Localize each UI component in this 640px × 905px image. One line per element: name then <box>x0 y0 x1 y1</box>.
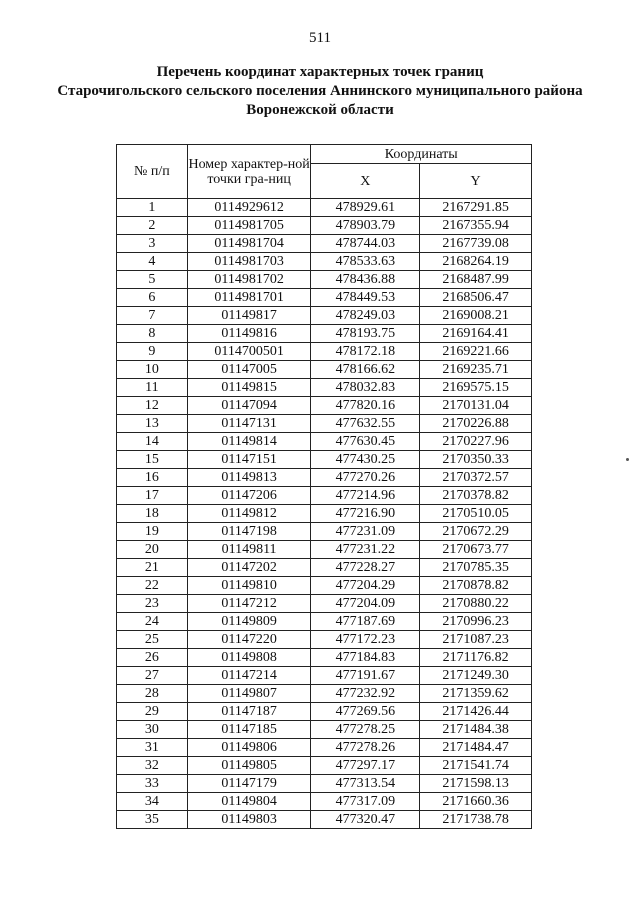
table-row <box>117 235 532 253</box>
cell-y: 2170878.82 <box>420 577 532 595</box>
cell-row-number: 33 <box>117 775 188 793</box>
cell-row-number: 22 <box>117 577 188 595</box>
cell-y: 2171738.78 <box>420 811 532 829</box>
cell-row-number: 26 <box>117 649 188 667</box>
cell-point-number: 01147212 <box>187 595 311 613</box>
cell-x: 478449.53 <box>311 289 420 307</box>
table-row <box>117 577 532 595</box>
title-line-3: Воронежской области <box>246 102 394 118</box>
cell-y: 2171484.47 <box>420 739 532 757</box>
cell-point-number: 0114981703 <box>187 253 311 271</box>
cell-y: 2169221.66 <box>420 343 532 361</box>
cell-y: 2171484.38 <box>420 721 532 739</box>
cell-row-number: 32 <box>117 757 188 775</box>
cell-row-number: 17 <box>117 487 188 505</box>
table-row <box>117 469 532 487</box>
cell-x: 477632.55 <box>311 415 420 433</box>
cell-y: 2169008.21 <box>420 307 532 325</box>
table-row <box>117 451 532 469</box>
cell-x: 477187.69 <box>311 613 420 631</box>
table-row <box>117 721 532 739</box>
cell-point-number: 01149812 <box>187 505 311 523</box>
cell-x: 477269.56 <box>311 703 420 721</box>
header-point-number: Номер характер-ной точки гра-ниц <box>187 145 311 199</box>
header-y: Y <box>420 164 532 199</box>
cell-row-number: 2 <box>117 217 188 235</box>
cell-point-number: 01147187 <box>187 703 311 721</box>
cell-point-number: 01147005 <box>187 361 311 379</box>
cell-row-number: 28 <box>117 685 188 703</box>
cell-x: 477317.09 <box>311 793 420 811</box>
cell-point-number: 01149808 <box>187 649 311 667</box>
cell-y: 2170226.88 <box>420 415 532 433</box>
title-line-2: Старочигольского сельского поселения Аннинского муниципального района <box>57 83 583 99</box>
cell-x: 478903.79 <box>311 217 420 235</box>
cell-point-number: 01147198 <box>187 523 311 541</box>
cell-y: 2167291.85 <box>420 199 532 217</box>
cell-point-number: 01149815 <box>187 379 311 397</box>
cell-y: 2170880.22 <box>420 595 532 613</box>
table-row <box>117 307 532 325</box>
scan-mark <box>626 458 629 461</box>
cell-point-number: 01149803 <box>187 811 311 829</box>
table-row <box>117 703 532 721</box>
table-row <box>117 613 532 631</box>
cell-point-number: 0114929612 <box>187 199 311 217</box>
table-row <box>117 757 532 775</box>
cell-row-number: 29 <box>117 703 188 721</box>
cell-y: 2171598.13 <box>420 775 532 793</box>
cell-row-number: 4 <box>117 253 188 271</box>
cell-x: 478166.62 <box>311 361 420 379</box>
cell-x: 478744.03 <box>311 235 420 253</box>
cell-y: 2170510.05 <box>420 505 532 523</box>
table-row <box>117 793 532 811</box>
cell-row-number: 25 <box>117 631 188 649</box>
table-row <box>117 523 532 541</box>
cell-row-number: 6 <box>117 289 188 307</box>
cell-point-number: 01149816 <box>187 325 311 343</box>
cell-y: 2171087.23 <box>420 631 532 649</box>
cell-x: 477231.09 <box>311 523 420 541</box>
table-row <box>117 541 532 559</box>
cell-row-number: 30 <box>117 721 188 739</box>
cell-row-number: 13 <box>117 415 188 433</box>
table-row <box>117 487 532 505</box>
cell-point-number: 01147131 <box>187 415 311 433</box>
cell-row-number: 10 <box>117 361 188 379</box>
cell-x: 477204.29 <box>311 577 420 595</box>
cell-y: 2170996.23 <box>420 613 532 631</box>
cell-point-number: 01147214 <box>187 667 311 685</box>
cell-point-number: 01147151 <box>187 451 311 469</box>
cell-point-number: 01147185 <box>187 721 311 739</box>
table-row <box>117 217 532 235</box>
cell-point-number: 01149810 <box>187 577 311 595</box>
table-row <box>117 199 532 217</box>
table-header <box>117 145 532 199</box>
cell-x: 478929.61 <box>311 199 420 217</box>
table-row <box>117 775 532 793</box>
cell-point-number: 0114981702 <box>187 271 311 289</box>
table-row <box>117 379 532 397</box>
cell-row-number: 31 <box>117 739 188 757</box>
cell-point-number: 01149811 <box>187 541 311 559</box>
cell-y: 2170227.96 <box>420 433 532 451</box>
cell-y: 2168264.19 <box>420 253 532 271</box>
cell-y: 2171176.82 <box>420 649 532 667</box>
table-row <box>117 397 532 415</box>
cell-row-number: 14 <box>117 433 188 451</box>
cell-x: 477172.23 <box>311 631 420 649</box>
cell-point-number: 01147206 <box>187 487 311 505</box>
cell-x: 477184.83 <box>311 649 420 667</box>
cell-point-number: 01147094 <box>187 397 311 415</box>
cell-point-number: 01149805 <box>187 757 311 775</box>
cell-point-number: 01149814 <box>187 433 311 451</box>
cell-point-number: 0114981701 <box>187 289 311 307</box>
cell-y: 2170673.77 <box>420 541 532 559</box>
table-body <box>117 199 532 829</box>
table-row <box>117 559 532 577</box>
cell-row-number: 19 <box>117 523 188 541</box>
cell-y: 2171249.30 <box>420 667 532 685</box>
cell-y: 2168487.99 <box>420 271 532 289</box>
cell-y: 2170372.57 <box>420 469 532 487</box>
cell-x: 477270.26 <box>311 469 420 487</box>
cell-x: 478032.83 <box>311 379 420 397</box>
table-row <box>117 595 532 613</box>
cell-row-number: 15 <box>117 451 188 469</box>
cell-y: 2171541.74 <box>420 757 532 775</box>
cell-x: 477278.25 <box>311 721 420 739</box>
cell-point-number: 01149817 <box>187 307 311 325</box>
cell-row-number: 27 <box>117 667 188 685</box>
cell-point-number: 0114981704 <box>187 235 311 253</box>
cell-point-number: 0114981705 <box>187 217 311 235</box>
document-title <box>20 63 620 120</box>
cell-row-number: 12 <box>117 397 188 415</box>
cell-y: 2171426.44 <box>420 703 532 721</box>
table-row <box>117 271 532 289</box>
cell-row-number: 20 <box>117 541 188 559</box>
table-row <box>117 505 532 523</box>
cell-y: 2171359.62 <box>420 685 532 703</box>
cell-row-number: 23 <box>117 595 188 613</box>
cell-x: 477820.16 <box>311 397 420 415</box>
cell-point-number: 01147220 <box>187 631 311 649</box>
cell-y: 2168506.47 <box>420 289 532 307</box>
cell-x: 478533.63 <box>311 253 420 271</box>
cell-x: 477231.22 <box>311 541 420 559</box>
table-row <box>117 433 532 451</box>
table-row <box>117 649 532 667</box>
cell-row-number: 7 <box>117 307 188 325</box>
cell-x: 477320.47 <box>311 811 420 829</box>
cell-row-number: 5 <box>117 271 188 289</box>
cell-point-number: 01149807 <box>187 685 311 703</box>
cell-row-number: 35 <box>117 811 188 829</box>
cell-x: 477313.54 <box>311 775 420 793</box>
cell-y: 2171660.36 <box>420 793 532 811</box>
cell-row-number: 9 <box>117 343 188 361</box>
cell-y: 2169575.15 <box>420 379 532 397</box>
cell-x: 477214.96 <box>311 487 420 505</box>
table-row <box>117 631 532 649</box>
header-coordinates: Координаты <box>311 145 532 164</box>
cell-x: 477232.92 <box>311 685 420 703</box>
cell-x: 477297.17 <box>311 757 420 775</box>
page-number: 511 <box>309 30 331 46</box>
cell-x: 477204.09 <box>311 595 420 613</box>
cell-y: 2167739.08 <box>420 235 532 253</box>
cell-y: 2169164.41 <box>420 325 532 343</box>
cell-y: 2170131.04 <box>420 397 532 415</box>
cell-y: 2169235.71 <box>420 361 532 379</box>
cell-row-number: 24 <box>117 613 188 631</box>
cell-point-number: 01149804 <box>187 793 311 811</box>
cell-row-number: 3 <box>117 235 188 253</box>
cell-row-number: 8 <box>117 325 188 343</box>
cell-y: 2167355.94 <box>420 217 532 235</box>
cell-y: 2170378.82 <box>420 487 532 505</box>
cell-point-number: 01147202 <box>187 559 311 577</box>
cell-row-number: 18 <box>117 505 188 523</box>
cell-point-number: 01149813 <box>187 469 311 487</box>
table-row <box>117 325 532 343</box>
cell-row-number: 21 <box>117 559 188 577</box>
cell-row-number: 1 <box>117 199 188 217</box>
coordinates-table <box>116 144 532 829</box>
cell-x: 477278.26 <box>311 739 420 757</box>
cell-y: 2170785.35 <box>420 559 532 577</box>
cell-point-number: 01147179 <box>187 775 311 793</box>
table-row <box>117 685 532 703</box>
cell-point-number: 01149806 <box>187 739 311 757</box>
table-row <box>117 415 532 433</box>
cell-y: 2170350.33 <box>420 451 532 469</box>
cell-x: 478193.75 <box>311 325 420 343</box>
table-row <box>117 667 532 685</box>
title-line-1: Перечень координат характерных точек границ <box>156 64 484 80</box>
table-row <box>117 811 532 829</box>
cell-row-number: 16 <box>117 469 188 487</box>
cell-row-number: 34 <box>117 793 188 811</box>
cell-x: 477216.90 <box>311 505 420 523</box>
cell-x: 478249.03 <box>311 307 420 325</box>
cell-point-number: 0114700501 <box>187 343 311 361</box>
header-x: X <box>311 164 420 199</box>
table-row <box>117 343 532 361</box>
cell-x: 477228.27 <box>311 559 420 577</box>
table-row <box>117 289 532 307</box>
cell-y: 2170672.29 <box>420 523 532 541</box>
cell-x: 477430.25 <box>311 451 420 469</box>
cell-x: 477630.45 <box>311 433 420 451</box>
table-row <box>117 739 532 757</box>
cell-row-number: 11 <box>117 379 188 397</box>
table-row <box>117 253 532 271</box>
table-row <box>117 361 532 379</box>
cell-x: 478436.88 <box>311 271 420 289</box>
cell-x: 478172.18 <box>311 343 420 361</box>
header-row-number: № п/п <box>117 145 188 199</box>
cell-point-number: 01149809 <box>187 613 311 631</box>
cell-x: 477191.67 <box>311 667 420 685</box>
